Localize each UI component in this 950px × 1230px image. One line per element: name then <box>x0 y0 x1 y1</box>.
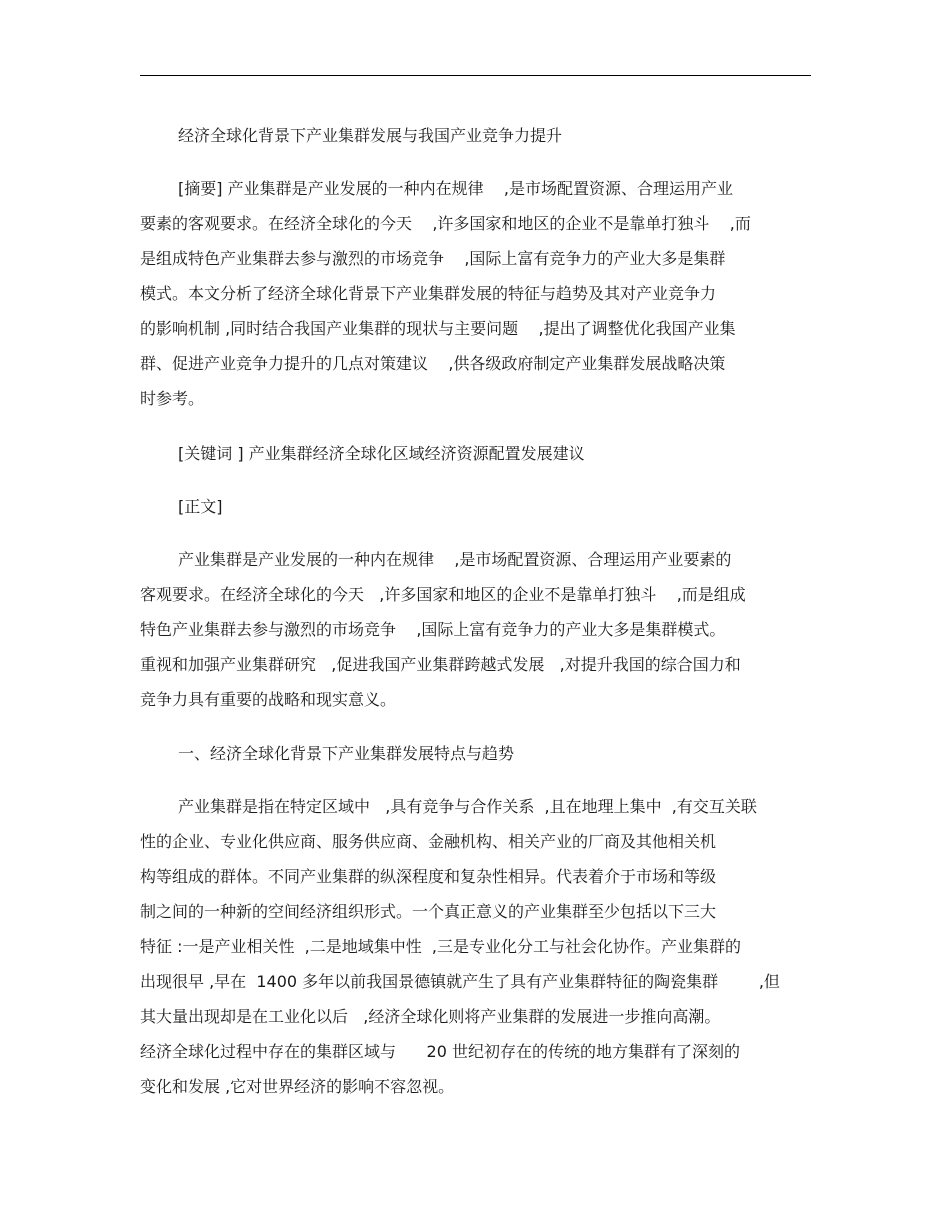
body-label: [正文] <box>178 497 223 516</box>
keywords: [关键词 ] 产业集群经济全球化区域经济资源配置发展建议 <box>178 444 585 463</box>
section-line: 性的企业、专业化供应商、服务供应商、金融机构、相关产业的厂商及其他相关机 <box>140 832 717 851</box>
section-line: 特征 :一是产业相关性 ,二是地域集中性 ,三是专业化分工与社会化协作。产业集群的 <box>140 937 741 956</box>
section-line: 构等组成的群体。不同产业集群的纵深程度和复杂性相异。代表着介于市场和等级 <box>140 867 717 886</box>
section-line: 出现很早 ,早在 1400 多年以前我国景德镇就产生了具有产业集群特征的陶瓷集群 ,但 <box>140 972 780 991</box>
abstract-line: 的影响机制 ,同时结合我国产业集群的现状与主要问题 ,提出了调整优化我国产业集 <box>140 319 736 338</box>
section-heading: 一、经济全球化背景下产业集群发展特点与趋势 <box>178 744 515 763</box>
section-line: 其大量出现却是在工业化以后 ,经济全球化则将产业集群的发展进一步推向高潮。 <box>140 1007 721 1026</box>
document-title: 经济全球化背景下产业集群发展与我国产业竞争力提升 <box>178 126 563 145</box>
abstract-line: [摘要] 产业集群是产业发展的一种内在规律 ,是市场配置资源、合理运用产业 <box>178 179 734 198</box>
section-line: 产业集群是指在特定区域中 ,具有竞争与合作关系 ,且在地理上集中 ,有交互关联 <box>178 797 757 816</box>
intro-line: 客观要求。在经济全球化的今天 ,许多国家和地区的企业不是靠单打独斗 ,而是组成 <box>140 585 746 604</box>
abstract-line: 要素的客观要求。在经济全球化的今天 ,许多国家和地区的企业不是靠单打独斗 ,而 <box>140 214 751 233</box>
abstract-line: 时参考。 <box>140 389 205 408</box>
section-line: 变化和发展 ,它对世界经济的影响不容忽视。 <box>140 1077 455 1096</box>
abstract-line: 群、促进产业竞争力提升的几点对策建议 ,供各级政府制定产业集群发展战略决策 <box>140 354 726 373</box>
abstract-line: 模式。本文分析了经济全球化背景下产业集群发展的特征与趋势及其对产业竞争力 <box>140 284 717 303</box>
intro-line: 产业集群是产业发展的一种内在规律 ,是市场配置资源、合理运用产业要素的 <box>178 550 732 569</box>
abstract-line: 是组成特色产业集群去参与激烈的市场竞争 ,国际上富有竞争力的产业大多是集群 <box>140 249 726 268</box>
header-rule <box>140 75 811 76</box>
intro-line: 特色产业集群去参与激烈的市场竞争 ,国际上富有竞争力的产业大多是集群模式。 <box>140 620 726 639</box>
intro-line: 竞争力具有重要的战略和现实意义。 <box>140 690 397 709</box>
section-line: 制之间的一种新的空间经济组织形式。一个真正意义的产业集群至少包括以下三大 <box>140 902 717 921</box>
intro-line: 重视和加强产业集群研究 ,促进我国产业集群跨越式发展 ,对提升我国的综合国力和 <box>140 655 741 674</box>
section-line: 经济全球化过程中存在的集群区域与 20 世纪初存在的传统的地方集群有了深刻的 <box>140 1042 740 1061</box>
